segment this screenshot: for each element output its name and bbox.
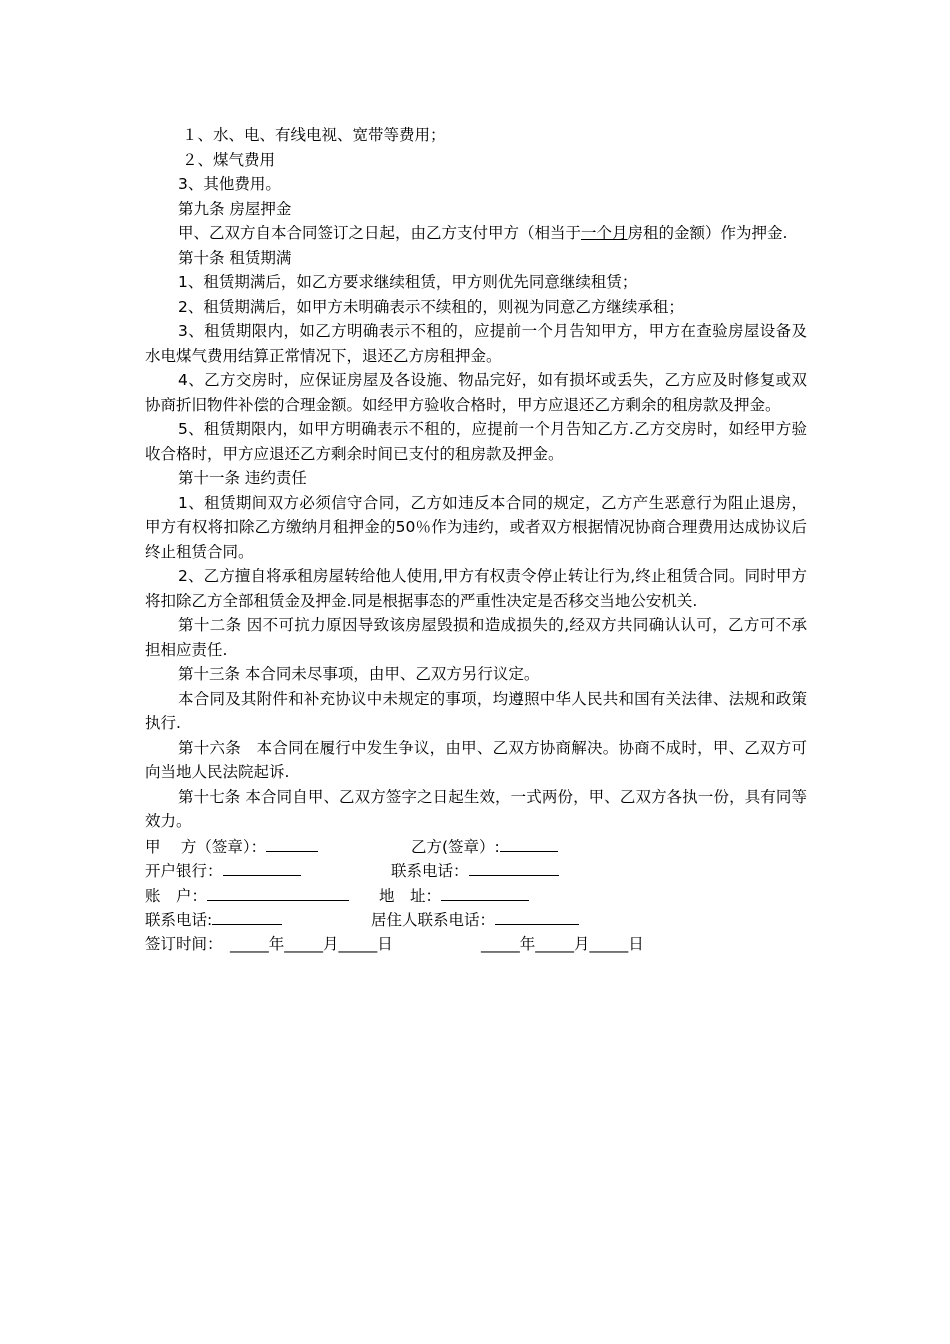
party-b-seal-field[interactable] [500, 834, 558, 852]
signature-row-1 [145, 834, 807, 859]
phone-b-label: 联系电话： [391, 858, 559, 884]
bank-label: 开户银行： [145, 858, 301, 884]
account-label: 账 户： [145, 883, 349, 909]
resident-phone-label: 居住人联系电话： [371, 907, 579, 933]
date-a-field[interactable]: _____年_____月_____日 [230, 934, 393, 953]
article-13: 第十三条 本合同未尽事项，由甲、乙双方另行议定。 [178, 665, 540, 683]
article-9-body: 甲、乙双方自本合同签订之日起，由乙方支付甲方（相当于一个月房租的金额）作为押金. [178, 224, 788, 242]
fee-item: １、水、电、有线电视、宽带等费用； [182, 126, 446, 144]
article-11-item: 2、乙方擅自将承租房屋转给他人使用,甲方有权责令停止转让行为,终止租赁合同。同时甲方将扣除乙方全部租赁金及押金.同是根据事态的严重性决定是否移交当地公安机关. [145, 567, 807, 610]
article-10-item: 5、租赁期限内，如甲方明确表示不租的，应提前一个月告知乙方.乙方交房时，如经甲方验收合格时，甲方应退还乙方剩余时间已支付的租房款及押金。 [145, 420, 807, 463]
contract-document [145, 123, 807, 956]
signature-row-3 [145, 883, 807, 908]
article-10-item: 4、乙方交房时，应保证房屋及各设施、物品完好，如有损坏或丢失，乙方应及时修复或双协商折旧物件补偿的合理金额。如经甲方验收合格时，甲方应退还乙方剩余的租房款及押金。 [145, 371, 807, 414]
resident-phone-field[interactable] [495, 907, 579, 925]
account-field[interactable] [207, 883, 349, 901]
date-b-field[interactable]: _____年_____月_____日 [481, 934, 644, 953]
article-16: 第十六条 本合同在履行中发生争议，由甲、乙双方协商解决。协商不成时，甲、乙双方可向当地人民法院起诉. [145, 738, 807, 781]
party-a-seal-label: 甲 方（签章）： [145, 834, 318, 860]
fee-item: ２、煤气费用 [182, 150, 276, 169]
phone-a-label: 联系电话: [145, 907, 282, 933]
article-10-title: 第十条 租赁期满 [178, 248, 292, 267]
article-11-item: 1、租赁期间双方必须信守合同，乙方如违反本合同的规定，乙方产生恶意行为阻止退房，甲方有权将扣除乙方缴纳月租押金的50％作为违约，或者双方根据情况协商合理费用达成协议后终止租赁合同。 [145, 493, 807, 561]
date-label: 签订时间： [145, 934, 223, 953]
signature-row-5 [145, 932, 807, 957]
article-10-item: 1、租赁期满后，如乙方要求继续租赁，甲方则优先同意继续租赁； [178, 273, 638, 291]
signature-row-4 [145, 907, 807, 932]
clause-law: 本合同及其附件和补充协议中未规定的事项，均遵照中华人民共和国有关法律、法规和政策执行. [145, 689, 807, 732]
fee-item: 3、其他费用。 [178, 175, 281, 193]
phone-a-field[interactable] [212, 907, 282, 925]
article-11-title: 第十一条 违约责任 [178, 469, 307, 487]
party-a-seal-field[interactable] [266, 834, 318, 852]
address-field[interactable] [441, 883, 529, 901]
address-label: 地 址： [379, 883, 529, 909]
article-9-title: 第九条 房屋押金 [178, 199, 292, 218]
phone-b-field[interactable] [469, 858, 559, 876]
article-12: 第十二条 因不可抗力原因导致该房屋毁损和造成损失的,经双方共同确认认可，乙方可不承担相应责任. [145, 616, 807, 659]
signature-row-2 [145, 858, 807, 883]
bank-field[interactable] [223, 858, 301, 876]
article-10-item: 2、租赁期满后，如甲方未明确表示不续租的，则视为同意乙方继续承租； [178, 297, 684, 316]
deposit-term: 一个月 [581, 224, 628, 242]
article-10-item: 3、租赁期限内，如乙方明确表示不租的，应提前一个月告知甲方，甲方在查验房屋设备及水电煤气费用结算正常情况下，退还乙方房租押金。 [145, 322, 807, 365]
article-17: 第十七条 本合同自甲、乙双方签字之日起生效，一式两份，甲、乙双方各执一份，具有同等效力。 [145, 787, 807, 830]
party-b-seal-label: 乙方(签章）: [411, 834, 558, 860]
